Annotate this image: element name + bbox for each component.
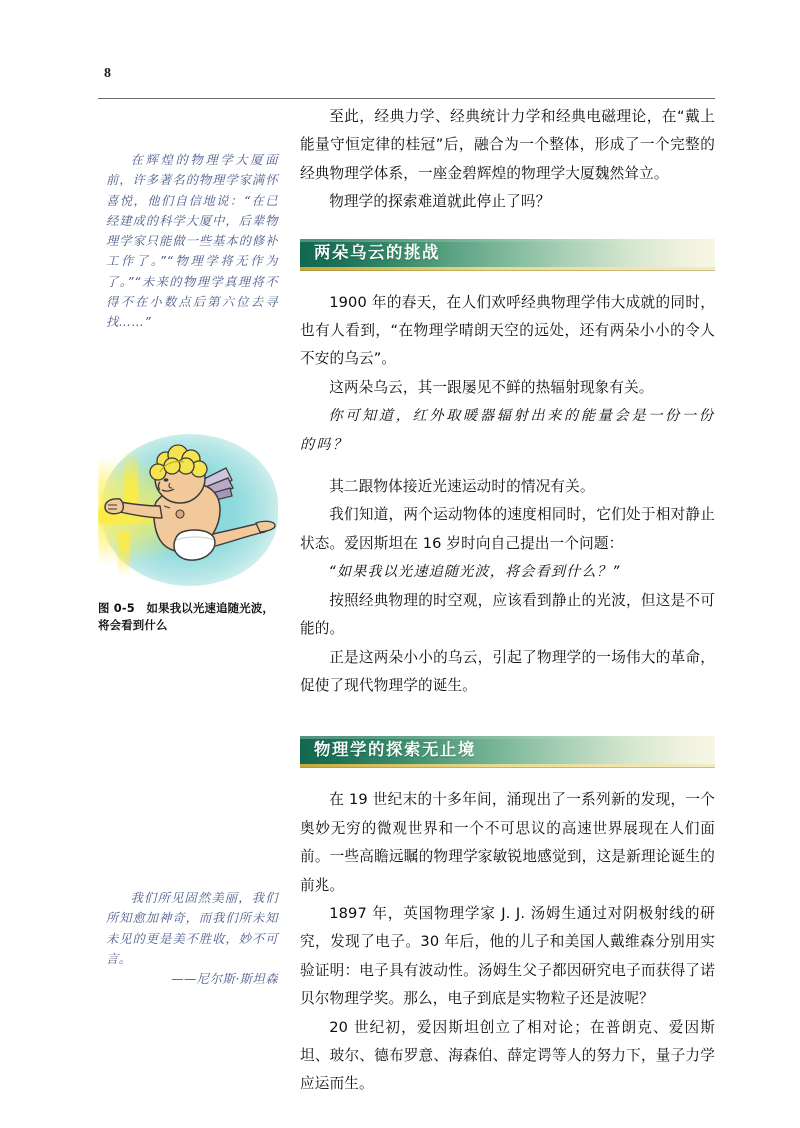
page-header <box>98 66 715 102</box>
s2-paragraph-1: 在 19 世纪末的十多年间，涌现出了一系列新的发现，一个奥妙无穷的微观世界和一个不可思议的高速世界展现在人们面前。一些高瞻远瞩的物理学家敏锐地感觉到，这是新理论诞生的前兆。 <box>300 791 715 894</box>
s2-paragraph-2: 1897 年，英国物理学家 J. J. 汤姆生通过对阴极射线的研究，发现了电子。30 年后，他的儿子和美国人戴维森分别用实验证明：电子具有波动性。汤姆生父子都因研究电子而获得了诺贝尔物理学奖。那么，电子到底是实物粒子还是波呢？ <box>300 904 715 1008</box>
paragraph-spacer <box>300 459 715 473</box>
s1-paragraph-7: 按照经典物理的时空观，应该看到静止的光波，但这是不可能的。 <box>300 591 715 638</box>
section-banner-1-underline <box>300 267 715 271</box>
figure-block <box>98 428 288 634</box>
section-banner-2-underline <box>300 764 715 768</box>
main-content-column <box>300 103 715 1099</box>
s1-paragraph-3-question: 你可知道，红外取暖器辐射出来的能量会是一份一份的吗？ <box>300 408 715 453</box>
sidebar-quote-text: 我们所见固然美丽，我们所知愈加神奇，而我们所未知未见的更是美不胜收，妙不可言。 <box>106 891 278 966</box>
intro-paragraph-1: 至此，经典力学、经典统计力学和经典电磁理论，在“戴上能量守恒定律的桂冠”后，融合为一个整体，形成了一个完整的经典物理学体系，一座金碧辉煌的物理学大厦魏然耸立。 <box>300 108 715 182</box>
sidebar-note-text: 在辉煌的物理学大厦面前，许多著名的物理学家满怀喜悦，他们自信地说：“在已经建成的科学大厦中，后辈物理学家只能做一些基本的修补工作了。”“物理学将无作为了。”“未来的物理学真理将不得不在小数点后第六位去寻找……” <box>106 153 278 330</box>
section-title-2: 物理学的探索无止境 <box>314 740 476 760</box>
s1-paragraph-1: 1900 年的春天，在人们欢呼经典物理学伟大成就的同时，也有人看到，“在物理学晴朗天空的远处，还有两朵小小的令人不安的乌云”。 <box>300 293 715 368</box>
s1-paragraph-4: 其二跟物体接近光速运动时的情况有关。 <box>329 478 595 496</box>
intro-paragraph-2: 物理学的探索难道就此停止了吗？ <box>329 193 551 211</box>
s1-paragraph-8: 正是这两朵小小的乌云，引起了物理学的一场伟大的革命，促使了现代物理学的诞生。 <box>300 648 715 694</box>
section-banner-1 <box>300 239 715 273</box>
s1-paragraph-5: 我们知道，两个运动物体的速度相同时，它们处于相对静止状态。爱因斯坦在 16 岁时向自己提出一个问题： <box>300 506 715 552</box>
sidebar-quote-block <box>98 888 288 989</box>
sidebar-quote-attribution: ——尼尔斯·斯坦森 <box>171 972 278 987</box>
section-banner-2 <box>300 736 715 770</box>
s1-paragraph-2: 这两朵乌云，其一跟屡见不鲜的热辐射现象有关。 <box>329 378 654 396</box>
cherub-illustration-icon <box>98 428 283 594</box>
s1-paragraph-6-einstein-quote: “如果我以光速追随光波，将会看到什么？” <box>328 564 621 581</box>
figure-caption: 图 0-5 如果我以光速追随光波，将会看到什么 <box>98 601 275 632</box>
header-rule <box>98 98 715 99</box>
section-title-1: 两朵乌云的挑战 <box>314 242 440 262</box>
s2-paragraph-3: 20 世纪初，爱因斯坦创立了相对论；在普朗克、爱因斯坦、玻尔、德布罗意、海森伯、薛定谔等人的努力下，量子力学应运而生。 <box>300 1018 715 1093</box>
page-number: 8 <box>104 66 111 81</box>
sidebar-note-block <box>98 150 288 333</box>
figure-image <box>98 428 283 594</box>
